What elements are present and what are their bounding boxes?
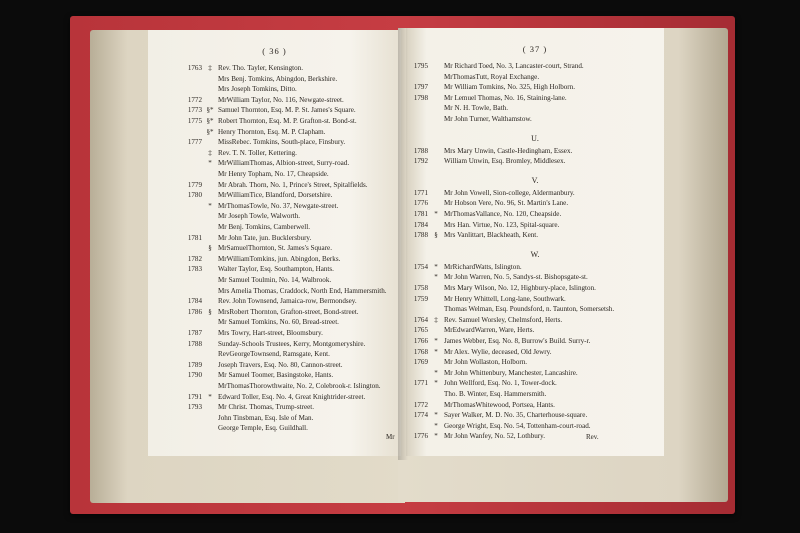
entry-mark: * xyxy=(208,159,212,168)
entry-text: Mr Benj. Tomkins, Camberwell. xyxy=(218,223,310,231)
entry-text: Mr John Whittenbury, Manchester, Lancashire. xyxy=(444,368,578,377)
entry-mark: ‡ xyxy=(434,315,438,324)
entry-text: MissRebec. Tomkins, South-place, Finsbury. xyxy=(218,138,346,147)
entry-text: Rev. T. N. Toller, Kettering. xyxy=(218,148,297,157)
entry-text: Mrs Han. Virtue, No. 123, Spital-square. xyxy=(444,220,560,229)
entry-text: Mr Henry Topham, No. 17, Cheapside. xyxy=(218,170,329,178)
entry-mark: * xyxy=(434,432,438,441)
entry-text: Mrs Joseph Tomkins, Ditto. xyxy=(218,85,297,94)
entry-text: Rev. Samuel Worsley, Chelmsford, Herts. xyxy=(444,315,563,324)
entry-year: 1784 xyxy=(187,297,202,306)
entry-text: George Temple, Esq. Guildhall. xyxy=(218,424,308,433)
entry-text: Mr Samuel Toulmin, No. 14, Walbrook. xyxy=(218,276,332,284)
entry-year: 1763 xyxy=(187,64,202,72)
entry-year: 1787 xyxy=(187,329,202,337)
left-page-number: ( 36 ) xyxy=(262,46,287,56)
entry-mark: § xyxy=(434,231,438,240)
entry-year: 1771 xyxy=(413,379,428,388)
entry-year: 1788 xyxy=(187,339,202,348)
entry-year: 1782 xyxy=(187,254,202,263)
entry-text: Mrs Mary Wilson, No. 12, Highbury-place, Islington. xyxy=(444,284,596,292)
entry-text: Mrs Vanlittart, Blackheath, Kent. xyxy=(444,231,539,240)
entry-mark: * xyxy=(434,262,438,271)
entry-year: 1774 xyxy=(413,411,428,420)
entry-text: Sunday-Schools Trustees, Kerry, Montgomeryshire. xyxy=(218,339,366,348)
entry-text: Henry Thornton, Esq. M. P. Clapham. xyxy=(218,127,326,136)
right-page xyxy=(406,28,664,456)
entry-year: 1766 xyxy=(413,337,428,345)
entry-year: 1789 xyxy=(187,360,202,369)
entry-mark: § xyxy=(208,244,212,253)
entry-mark: §* xyxy=(206,117,214,125)
entry-text: MrThomasTowle, No. 37, Newgate-street. xyxy=(218,201,339,210)
entry-text: John Wellford, Esq. No. 1, Tower-dock. xyxy=(444,379,557,388)
entry-text: MrWilliam Taylor, No. 116, Newgate-street. xyxy=(218,95,344,104)
entry-text: Tho. B. Winter, Esq. Hammersmith. xyxy=(444,390,547,398)
entry-year: 1776 xyxy=(413,432,428,441)
entry-text: Mr John Wanfey, No. 52, Lothbury. xyxy=(444,432,546,441)
entry-text: Mr John Vowell, Sion-college, Aldermanbury. xyxy=(444,188,575,197)
entry-text: MrWilliamTice, Blandford, Dorsetshire. xyxy=(218,191,333,200)
entry-text: MrWilliamThomas, Albion-street, Surry-road. xyxy=(218,159,350,168)
entry-text: Mrs Towry, Hart-street, Bloomsbury. xyxy=(218,329,323,337)
entry-text: MrThomasThorowthwaite, No. 2, Colebrook-r. Islington. xyxy=(218,382,381,390)
entry-text: Mr Joseph Towle, Walworth. xyxy=(218,212,301,221)
entry-year: 1797 xyxy=(413,83,428,92)
entry-mark: * xyxy=(208,201,212,210)
entry-text: Mr Hobson Vere, No. 96, St. Martin's Lane. xyxy=(444,199,569,208)
entry-text: Mrs Amelia Thomas, Craddock, North End, Hammersmith. xyxy=(218,286,387,295)
entry-mark: * xyxy=(434,337,438,345)
entry-mark: ‡ xyxy=(208,148,212,157)
entry-year: 1768 xyxy=(413,347,428,356)
entry-text: Mr John Tate, jun. Bucklersbury. xyxy=(218,233,312,242)
left-page xyxy=(148,30,401,456)
entry-text: Edward Toller, Esq. No. 4, Great Knightrider-street. xyxy=(218,392,366,401)
entry-year: 1764 xyxy=(413,315,428,324)
entry-year: 1772 xyxy=(187,95,202,104)
entry-year: 1792 xyxy=(413,157,428,166)
book-gutter xyxy=(398,28,408,460)
entry-text: Mr Lemuel Thomas, No. 16, Staining-lane. xyxy=(444,93,567,102)
entry-year: 1773 xyxy=(187,106,202,115)
right-page-number: ( 37 ) xyxy=(522,44,548,54)
entry-text: Mr Christ. Thomas, Trump-street. xyxy=(218,403,315,412)
entry-mark: * xyxy=(434,411,438,420)
entry-mark: * xyxy=(434,421,438,430)
left-catchword: Mr xyxy=(386,433,395,441)
entry-text: William Unwin, Esq. Bromley, Middlesex. xyxy=(444,157,566,166)
entry-year: 1788 xyxy=(413,231,428,240)
entry-year: 1772 xyxy=(413,400,428,409)
entry-text: MrWilliamTomkins, jun. Abingdon, Berks. xyxy=(218,254,341,263)
entry-text: Thomas Welman, Esq. Poundsford, n. Taunton, Somersetsh. xyxy=(444,305,615,314)
entry-year: 1776 xyxy=(413,199,428,208)
entry-mark: * xyxy=(434,379,438,388)
right-catchword: Rev. xyxy=(586,433,599,441)
entry-year: 1793 xyxy=(187,403,202,412)
entry-mark: * xyxy=(434,347,438,356)
entry-text: MrThomasVallance, No. 120, Cheapside. xyxy=(444,210,562,218)
entry-mark: §* xyxy=(206,127,214,136)
entry-text: John Tinsbman, Esq. Isle of Man. xyxy=(218,413,314,422)
entry-text: Mr Henry Whittell, Long-lane, Southwark. xyxy=(444,294,566,303)
entry-mark: § xyxy=(208,307,212,316)
entry-text: Mr John Warren, No. 5, Sandys-st. Bishopsgate-st. xyxy=(444,273,588,282)
entry-text: Mr N. H. Towle, Bath. xyxy=(444,104,508,113)
entry-year: 1769 xyxy=(413,358,428,367)
entry-year: 1754 xyxy=(413,262,428,271)
section-letter: U. xyxy=(531,133,539,143)
entry-text: Mrs Benj. Tomkins, Abingdon, Berkshire. xyxy=(218,74,338,83)
entry-mark: * xyxy=(434,210,438,218)
entry-text: Mr Abrah. Thorn, No. 1, Prince's Street, Spitalfields. xyxy=(218,180,368,189)
entry-text: RevGeorgeTownsend, Ramsgate, Kent. xyxy=(218,350,330,359)
entry-year: 1765 xyxy=(413,326,428,335)
entry-year: 1777 xyxy=(187,138,202,147)
entry-text: Mr Samuel Toomer, Basingstoke, Hants. xyxy=(218,371,334,380)
section-letter: V. xyxy=(531,175,539,185)
entry-text: MrsRobert Thornton, Grafton-street, Bond-street. xyxy=(218,307,359,316)
entry-text: MrThomasWhitewood, Portsea, Hants. xyxy=(444,400,555,409)
entry-text: MrRichardWatts, Islington. xyxy=(444,262,522,271)
entry-mark: ‡ xyxy=(208,64,212,72)
entry-year: 1786 xyxy=(187,307,202,316)
entry-text: Mr Alex. Wylie, deceased, Old Jewry. xyxy=(444,347,552,356)
entry-text: Rev. John Townsend, Jamaica-row, Bermondsey. xyxy=(218,297,357,306)
entry-text: Sayer Walker, M. D. No. 35, Charterhouse-square. xyxy=(444,411,588,420)
entry-year: 1781 xyxy=(413,210,428,218)
entry-text: MrEdwardWarren, Ware, Herts. xyxy=(444,326,535,335)
entry-mark: §* xyxy=(206,106,214,115)
section-letter: W. xyxy=(530,249,540,259)
entry-text: James Webber, Esq. No. 8, Burrow's Build. Surry-r. xyxy=(444,337,591,345)
entry-text: Mr John Turner, Walthamstow. xyxy=(444,115,532,123)
entry-text: Walter Taylor, Esq. Southampton, Hants. xyxy=(218,265,334,274)
entry-text: Mr John Wollaston, Holborn. xyxy=(444,358,528,367)
entry-year: 1784 xyxy=(413,220,428,229)
entry-year: 1783 xyxy=(187,265,202,274)
entry-text: Mr Samuel Tomkins, No. 60, Bread-street. xyxy=(218,318,339,327)
entry-mark: * xyxy=(208,392,212,401)
entry-text: MrThomasTutt, Royal Exchange. xyxy=(444,72,540,81)
entry-text: Mr Richard Toed, No. 3, Lancaster-court, Strand. xyxy=(444,62,584,70)
entry-year: 1790 xyxy=(187,371,202,380)
entry-year: 1788 xyxy=(413,146,428,155)
entry-text: MrSamuelThornton, St. James's Square. xyxy=(218,244,332,253)
entry-year: 1771 xyxy=(413,188,428,197)
entry-text: Joseph Travers, Esq. No. 80, Cannon-street. xyxy=(218,360,343,369)
entry-text: Mrs Mary Unwin, Castle-Hedingham, Essex. xyxy=(444,146,573,155)
entry-year: 1779 xyxy=(187,180,202,189)
entry-year: 1781 xyxy=(187,233,202,242)
entry-mark: * xyxy=(434,368,438,377)
entry-mark: * xyxy=(434,273,438,282)
entry-text: Robert Thornton, Esq. M. P. Grafton-st. Bond-st. xyxy=(218,117,357,125)
entry-text: Mr William Tomkins, No. 325, High Holborn. xyxy=(444,83,575,92)
entry-text: Rev. Tho. Tayler, Kensington. xyxy=(218,64,303,72)
entry-year: 1775 xyxy=(187,117,202,125)
entry-year: 1791 xyxy=(187,392,202,401)
entry-year: 1759 xyxy=(413,294,428,303)
entry-text: Samuel Thornton, Esq. M. P. St. James's Square. xyxy=(218,106,356,115)
entry-text: George Wright, Esq. No. 54, Tottenham-court-road. xyxy=(444,421,591,430)
entry-year: 1798 xyxy=(413,93,428,102)
entry-year: 1758 xyxy=(413,284,428,292)
entry-year: 1795 xyxy=(413,62,428,70)
entry-year: 1780 xyxy=(187,191,202,200)
